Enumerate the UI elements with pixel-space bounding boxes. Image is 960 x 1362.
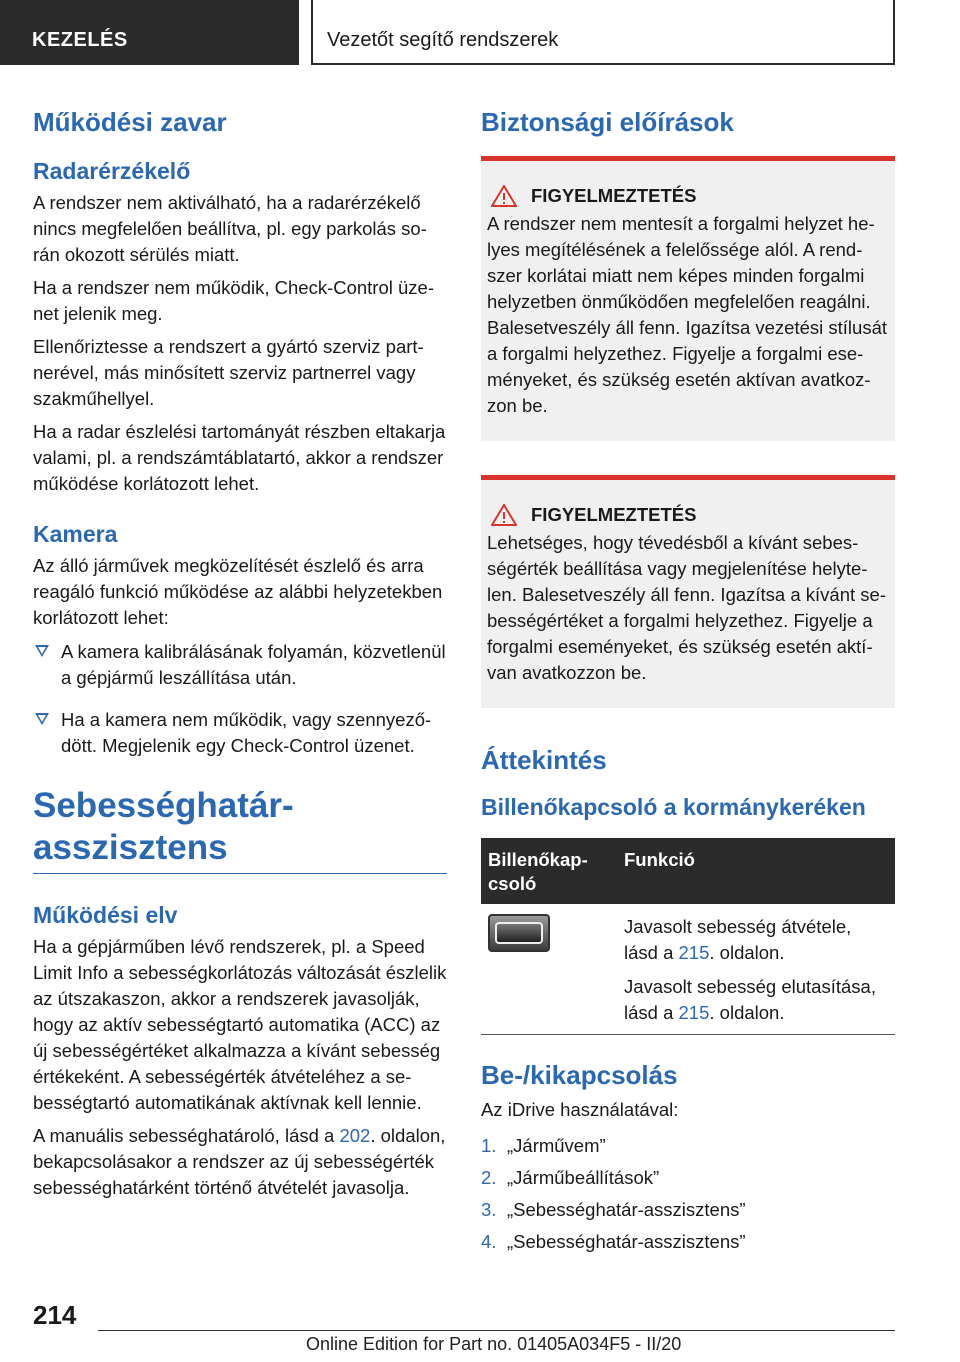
principle-paragraph-1: Ha a gépjárműben lévő rendszerek, pl. a Speed Limit Info a sebességkorlátozás változását észlelik az útszakaszon, akkor a rendszerek javasolják, hogy az aktív sebességtartó automatika (ACC) az új sebességértéket alkalmazza a kívánt sebesség értékeként. A sebességérték átvételéhez a sebességtartó automatikának aktívnak kell lennie. (33, 936, 447, 1113)
camera-heading: Kamera (33, 521, 118, 547)
table-header-function: Funkció (617, 838, 895, 904)
onoff-title: Be-/kikapcsolás (481, 1060, 678, 1090)
safety-title: Biztonsági előírások (481, 107, 734, 137)
table-header-switch: Billenőkapcsoló (481, 838, 617, 904)
chapter-tab: KEZELÉS (0, 0, 299, 65)
list-item: 1. „Járművem” (481, 1135, 606, 1156)
radar-paragraph-1: A rendszer nem aktiválható, ha a radarérzékelő nincs megfelelően beállítva, pl. egy parkolás során okozott sérülés miatt. (33, 192, 427, 265)
rocker-title: Billenőkapcsoló a kormánykeréken (481, 794, 866, 820)
rocker-switch-icon (488, 914, 550, 952)
table-row (481, 904, 895, 1035)
list-item: Ha a kamera nem működik, vagy szennyeződött. Megjelenik egy Check-Control üzenet. (33, 707, 447, 759)
overview-title: Áttekintés (481, 745, 607, 775)
page-number: 214 (33, 1300, 77, 1330)
list-item: A kamera kalibrálásának folyamán, közvetlenül a gépjármű leszállítása után. (33, 639, 447, 691)
table-header-row (481, 838, 895, 904)
page-link-202[interactable]: 202 (339, 1125, 371, 1146)
radar-paragraph-4: Ha a radar észlelési tartományát részben eltakarja valami, pl. a rendszámtáblatartó, akkor a rendszer működése korlátozott lehet. (33, 421, 446, 494)
malfunction-title: Működési zavar (33, 107, 227, 137)
list-item: 4. „Sebességhatár-asszisztens” (481, 1231, 746, 1252)
speed-limit-assist-title: Sebességhatárasszisztens (33, 785, 447, 874)
onoff-intro: Az iDrive használatával: (481, 1099, 679, 1120)
camera-paragraph: Az álló járművek megközelítését észlelő és arra reagáló funkció működése az alábbi helyzetekben korlátozott lehet: (33, 555, 443, 628)
function-1: Javasolt sebesség átvétele, lásd a 215. oldalon. (624, 916, 852, 963)
radar-paragraph-2: Ha a rendszer nem működik, Check-Control üzenet jelenik meg. (33, 277, 435, 324)
triangle-bullet-icon (35, 645, 49, 657)
warning-text: Lehetséges, hogy tévedésből a kívánt sebességérték beállítása vagy megjelenítése helytelen. Balesetveszély áll fenn. Igazítsa a kívánt sebességértéket a forgalmi helyzethez. Figyelje a forgalmi eseményeket, és szükség esetén aktívan avatkozzon be. (487, 532, 886, 683)
principle-heading: Működési elv (33, 902, 178, 928)
warning-triangle-icon (491, 504, 517, 526)
footer-edition: Online Edition for Part no. 01405A034F5 - II/20 (306, 1334, 682, 1354)
list-item: 2. „Járműbeállítások” (481, 1167, 660, 1188)
warning-label: FIGYELMEZTETÉS (531, 504, 697, 525)
footer-divider (98, 1330, 895, 1331)
onoff-steps (481, 1133, 895, 1255)
right-column (481, 100, 895, 1261)
list-item: 3. „Sebességhatár-asszisztens” (481, 1199, 746, 1220)
camera-list (33, 639, 447, 759)
function-2: Javasolt sebesség elutasítása, lásd a 215. oldalon. (624, 976, 876, 1023)
left-column (33, 100, 447, 1208)
rocker-table (481, 838, 895, 1035)
page-header (0, 0, 960, 65)
warning-triangle-icon (491, 185, 517, 207)
page-link-215[interactable]: 215 (678, 942, 710, 963)
principle-paragraph-2: A manuális sebességhatároló, lásd a 202. oldalon, bekapcsolásakor a rendszer az új sebességérték sebességhatárként történő átvételét javasolja. (33, 1125, 446, 1198)
page-link-215[interactable]: 215 (678, 1002, 710, 1023)
warning-label: FIGYELMEZTETÉS (531, 185, 697, 206)
triangle-bullet-icon (35, 713, 49, 725)
section-tab: Vezetőt segítő rendszerek (311, 0, 895, 65)
warning-text: A rendszer nem mentesít a forgalmi helyzet helyes megítélésének a felelőssége alól. A rendszer korlátai miatt nem képes minden forgalmi helyzetben önműködően megfelelően reagálni. Balesetveszély áll fenn. Igazítsa vezetési stílusát a forgalmi helyzethez. Figyelje a forgalmi eseményeket, és szükség esetén aktívan avatkozzon be. (487, 213, 888, 416)
warning-box-1 (481, 156, 895, 441)
radar-paragraph-3: Ellenőriztesse a rendszert a gyártó szerviz partnerével, más minősített szerviz partnerrel vagy szakműhellyel. (33, 336, 424, 409)
warning-box-2 (481, 475, 895, 708)
radar-heading: Radarérzékelő (33, 158, 191, 184)
